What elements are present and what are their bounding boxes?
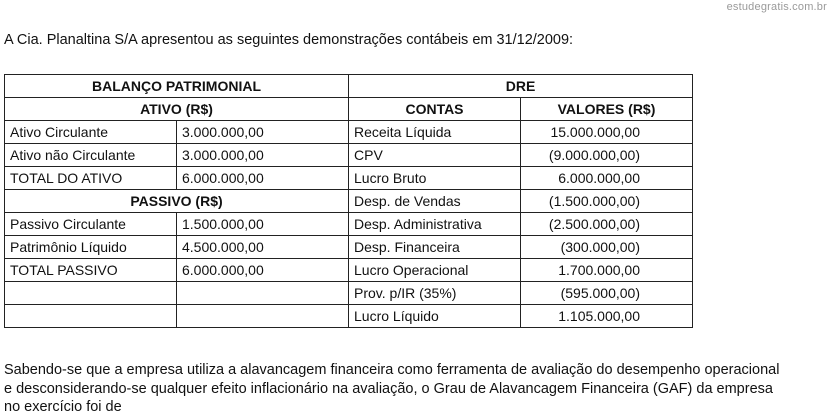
balanco-label: Passivo Circulante — [5, 213, 177, 236]
dre-value: (300.000,00) — [521, 236, 693, 259]
balanco-value: 6.000.000,00 — [177, 259, 349, 282]
intro-text: A Cia. Planaltina S/A apresentou as seguintes demonstrações contábeis em 31/12/2009: — [4, 32, 574, 48]
question-line: no exercício foi de — [4, 399, 122, 415]
dre-header: DRE — [349, 75, 693, 98]
dre-value: (2.500.000,00) — [521, 213, 693, 236]
dre-value: (595.000,00) — [521, 282, 693, 305]
balanco-header: BALANÇO PATRIMONIAL — [5, 75, 349, 98]
dre-value: (9.000.000,00) — [521, 144, 693, 167]
dre-label: Desp. de Vendas — [349, 190, 521, 213]
dre-label: Receita Líquida — [349, 121, 521, 144]
dre-label: Lucro Operacional — [349, 259, 521, 282]
watermark: estudegratis.com.br — [726, 1, 827, 13]
dre-label: Prov. p/IR (35%) — [349, 282, 521, 305]
contas-header: CONTAS — [349, 98, 521, 121]
empty-cell — [177, 282, 349, 305]
table-row — [5, 167, 693, 190]
balanco-value: 6.000.000,00 — [177, 167, 349, 190]
dre-value: (1.500.000,00) — [521, 190, 693, 213]
dre-value: 1.700.000,00 — [521, 259, 693, 282]
table-row — [5, 144, 693, 167]
empty-cell — [177, 305, 349, 328]
dre-value: 1.105.000,00 — [521, 305, 693, 328]
question-line: Sabendo-se que a empresa utiliza a alavancagem financeira como ferramenta de avaliação do desempenho operacional — [4, 362, 780, 378]
question-line: e desconsiderando-se qualquer efeito inflacionário na avaliação, o Grau de Alavancagem Financeira (GAF) da empresa — [4, 380, 773, 397]
ativo-header: ATIVO (R$) — [5, 98, 349, 121]
balanco-value: 3.000.000,00 — [177, 144, 349, 167]
dre-label: CPV — [349, 144, 521, 167]
table-row — [5, 190, 693, 213]
table-row — [5, 121, 693, 144]
table-row — [5, 305, 693, 328]
dre-value: 6.000.000,00 — [521, 167, 693, 190]
table-row — [5, 75, 693, 98]
table-row — [5, 98, 693, 121]
balanco-value: 1.500.000,00 — [177, 213, 349, 236]
dre-value: 15.000.000,00 — [521, 121, 693, 144]
table-row — [5, 259, 693, 282]
balanco-value: 4.500.000,00 — [177, 236, 349, 259]
dre-label: Desp. Administrativa — [349, 213, 521, 236]
financial-statements-table — [4, 74, 693, 328]
balanco-label: Ativo não Circulante — [5, 144, 177, 167]
table-row — [5, 213, 693, 236]
dre-label: Lucro Bruto — [349, 167, 521, 190]
balanco-label: Patrimônio Líquido — [5, 236, 177, 259]
table-row — [5, 282, 693, 305]
balanco-value: 3.000.000,00 — [177, 121, 349, 144]
empty-cell — [5, 282, 177, 305]
empty-cell — [5, 305, 177, 328]
dre-label: Lucro Líquido — [349, 305, 521, 328]
passivo-header: PASSIVO (R$) — [5, 190, 349, 213]
balanco-label: TOTAL DO ATIVO — [5, 167, 177, 190]
dre-label: Desp. Financeira — [349, 236, 521, 259]
table-row — [5, 236, 693, 259]
balanco-label: TOTAL PASSIVO — [5, 259, 177, 282]
balanco-label: Ativo Circulante — [5, 121, 177, 144]
valores-header: VALORES (R$) — [521, 98, 693, 121]
question-text — [4, 361, 832, 417]
